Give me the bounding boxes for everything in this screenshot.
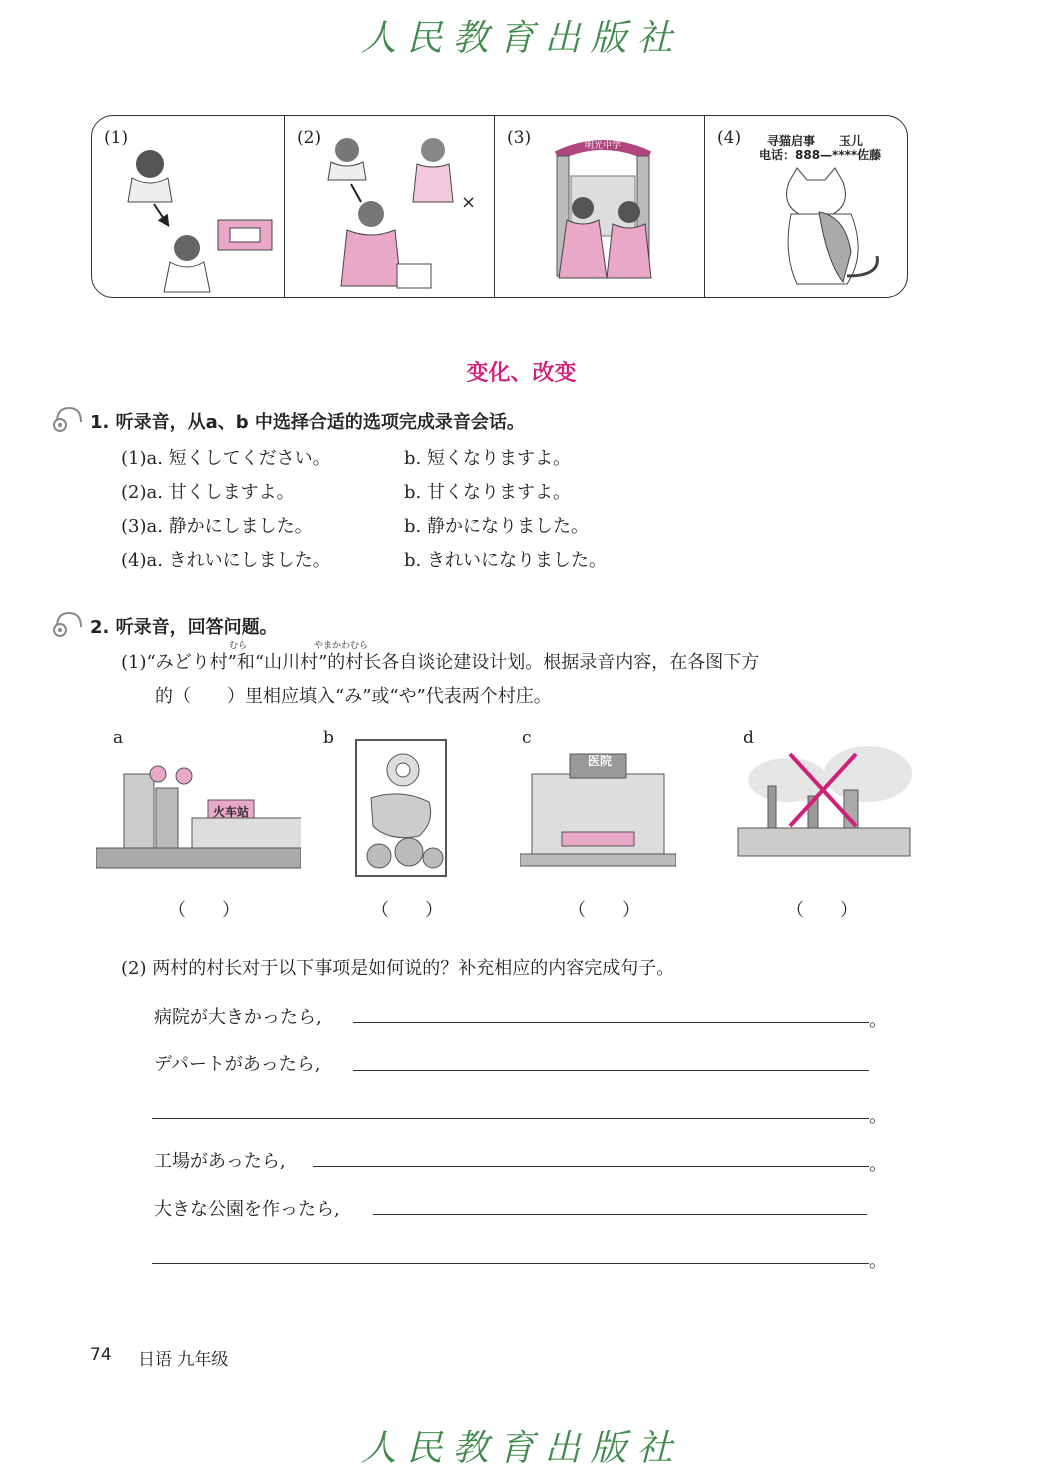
lost-cat-notice-phone: 电话：888—****佐藤 bbox=[759, 148, 882, 162]
park-map-illustration bbox=[353, 738, 449, 878]
sentence-factory: 工場があったら, bbox=[154, 1151, 286, 1172]
sentence-period: 。 bbox=[869, 1154, 887, 1175]
answer-paren-d[interactable]: （ ） bbox=[786, 900, 858, 921]
page-number: 74 bbox=[90, 1345, 112, 1365]
answer-line-department-store-1[interactable] bbox=[353, 1070, 869, 1071]
furigana-mura: むら bbox=[229, 641, 248, 651]
sentence-period: 。 bbox=[869, 1106, 887, 1127]
answer-paren-b[interactable]: （ ） bbox=[371, 900, 443, 921]
picture-letter-a: a bbox=[113, 728, 124, 748]
factory-crossed-out-illustration bbox=[708, 740, 913, 860]
answer-line-hospital[interactable] bbox=[353, 1022, 869, 1023]
picture-letter-d: d bbox=[743, 728, 754, 748]
train-station-illustration bbox=[96, 748, 301, 870]
hospital-sign: 医院 bbox=[588, 754, 613, 768]
furigana-yamakawamura: やまかわむら bbox=[314, 641, 369, 651]
q2-sub1-line1: (1)“みどり村”和“山川村”的村长各自谈论建设计划。根据录音内容，在各图下方 bbox=[121, 652, 760, 673]
sentence-period: 。 bbox=[869, 1251, 887, 1272]
illustration-panel-4 bbox=[705, 116, 908, 297]
q1-option-4b: b. きれいになりました。 bbox=[404, 550, 607, 571]
q1-option-2b: b. 甘くなりますよ。 bbox=[404, 482, 571, 503]
q1-option-1b: b. 短くなりますよ。 bbox=[404, 448, 571, 469]
answer-line-park-1[interactable] bbox=[373, 1214, 867, 1215]
panel-label: (1) bbox=[104, 128, 129, 148]
sentence-period: 。 bbox=[869, 1010, 887, 1031]
answer-line-department-store-2[interactable] bbox=[152, 1118, 869, 1119]
sentence-department-store: デパートがあったら, bbox=[154, 1054, 321, 1075]
q1-option-2a: (2)a. 甘くしますよ。 bbox=[121, 482, 295, 503]
school-sign: 明光中学 bbox=[585, 141, 622, 151]
picture-letter-c: c bbox=[522, 728, 532, 748]
question-1-heading: 1. 听录音，从a、b 中选择合适的选项完成录音会话。 bbox=[90, 412, 525, 433]
sentence-park: 大きな公園を作ったら, bbox=[154, 1199, 340, 1220]
illustration-panel-1 bbox=[92, 116, 285, 297]
panel-label: (3) bbox=[507, 128, 532, 148]
panel-label: (2) bbox=[297, 128, 322, 148]
station-sign: 火车站 bbox=[213, 805, 250, 819]
lost-cat-notice-title: 寻猫启事 玉儿 bbox=[767, 134, 864, 148]
illustration-panel-row bbox=[91, 115, 908, 298]
publisher-logo: 人民教育出版社 bbox=[360, 18, 683, 59]
illustration-panel-3 bbox=[495, 116, 705, 297]
q1-option-4a: (4)a. きれいにしました。 bbox=[121, 550, 331, 571]
q1-option-3a: (3)a. 静かにしました。 bbox=[121, 516, 313, 537]
q2-sub1-line2: 的（ ）里相应填入“み”或“や”代表两个村庄。 bbox=[155, 686, 552, 707]
answer-line-park-2[interactable] bbox=[152, 1263, 869, 1264]
cross-mark: × bbox=[461, 192, 477, 213]
q1-option-3b: b. 静かになりました。 bbox=[404, 516, 589, 537]
picture-letter-b: b bbox=[323, 728, 334, 748]
q1-option-1a: (1)a. 短くしてください。 bbox=[121, 448, 331, 469]
section-title: 变化、改变 bbox=[466, 361, 577, 386]
headphones-icon bbox=[52, 404, 82, 434]
book-title: 日语 九年级 bbox=[138, 1350, 229, 1370]
headphones-icon bbox=[52, 609, 82, 639]
question-2-heading: 2. 听录音，回答问题。 bbox=[90, 617, 278, 638]
sentence-hospital: 病院が大きかったら, bbox=[154, 1007, 322, 1028]
answer-paren-c[interactable]: （ ） bbox=[568, 900, 640, 921]
answer-line-factory[interactable] bbox=[313, 1166, 869, 1167]
q2-sub2-heading: (2) 两村的村长对于以下事项是如何说的？补充相应的内容完成句子。 bbox=[121, 958, 675, 979]
panel-label: (4) bbox=[717, 128, 742, 148]
illustration-panel-2 bbox=[285, 116, 495, 297]
answer-paren-a[interactable]: （ ） bbox=[168, 900, 240, 921]
publisher-logo-bottom: 人民教育出版社 bbox=[360, 1428, 683, 1469]
